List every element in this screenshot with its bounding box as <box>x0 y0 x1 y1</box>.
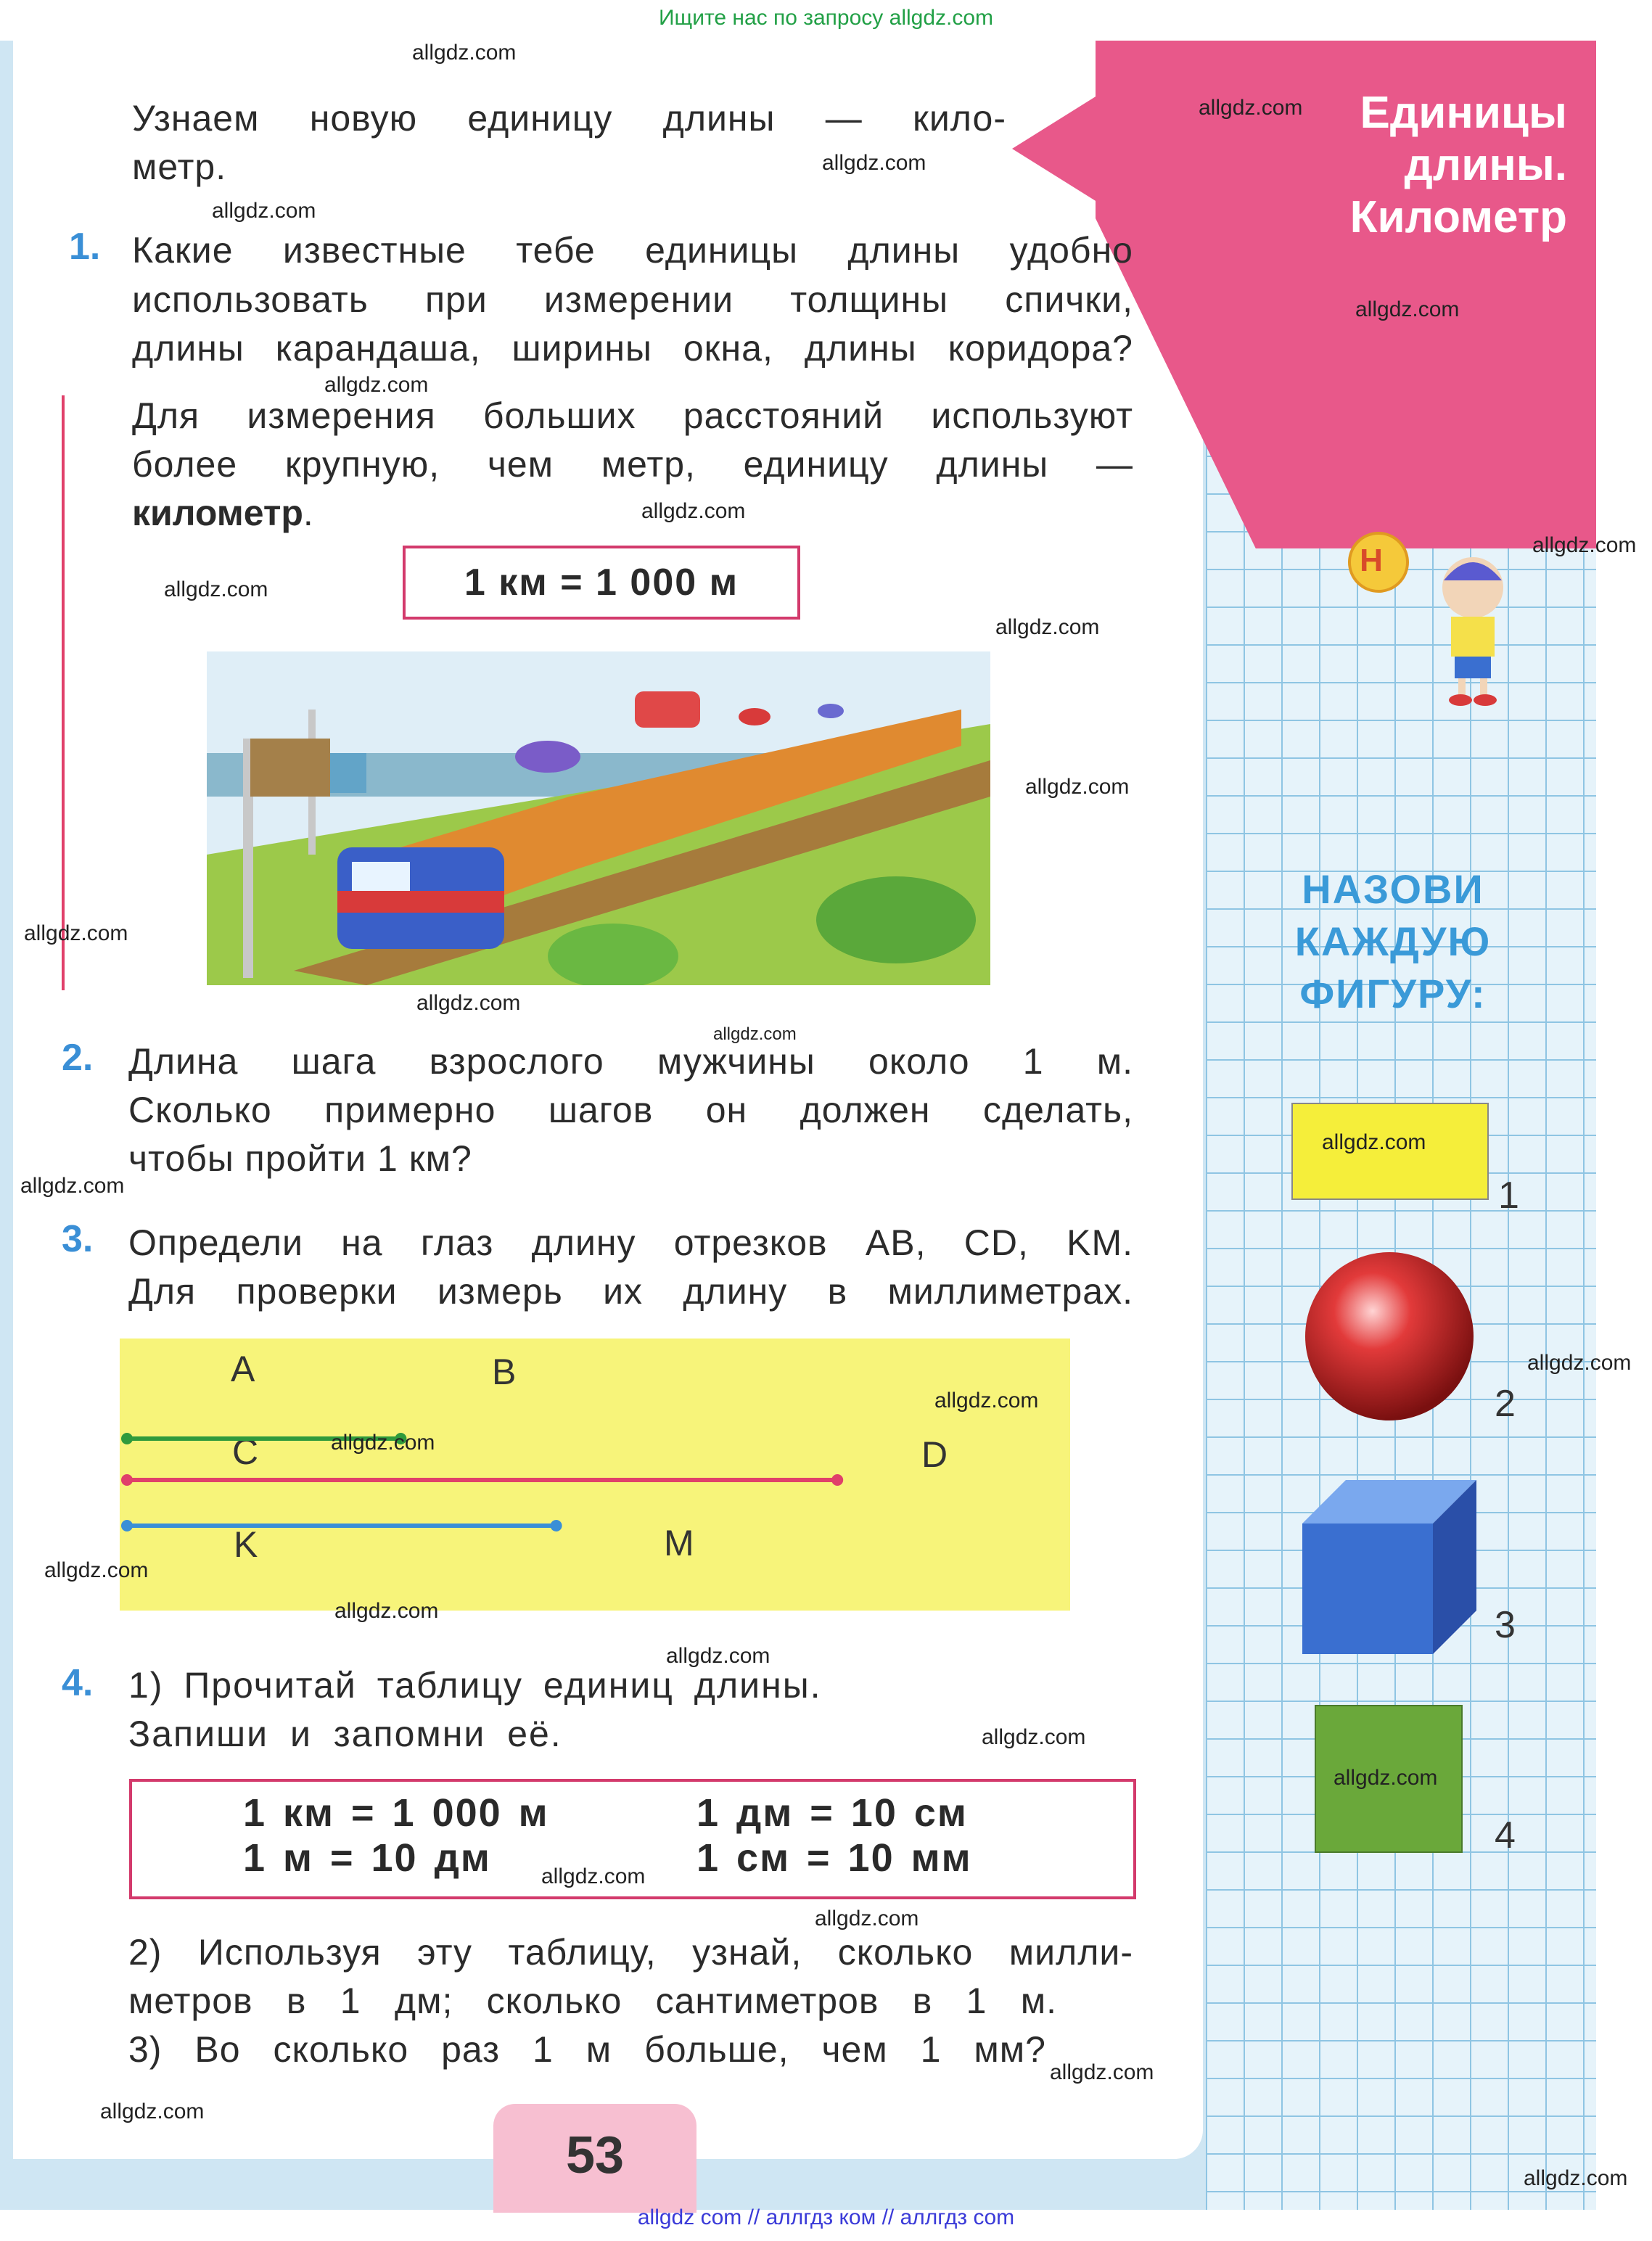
figure-label: 1 <box>1498 1175 1519 1217</box>
watermark[interactable]: allgdz.com <box>822 151 926 175</box>
character-shoe <box>1474 694 1497 706</box>
task4-q2-line-1: 2) Используя эту таблицу, узнай, сколько милли- <box>128 1932 1133 1973</box>
watermark[interactable]: allgdz.com <box>641 499 746 523</box>
watermark[interactable]: allgdz.com <box>100 2100 205 2123</box>
footer-links[interactable]: allgdz com // аллгдз ком // аллгдз com <box>637 2205 1015 2229</box>
locomotive-stripe <box>337 891 504 913</box>
locomotive-window <box>352 862 410 891</box>
point-m-label: M <box>664 1523 694 1563</box>
cube-front <box>1302 1524 1433 1654</box>
table-row: 1 см = 10 мм <box>696 1836 972 1880</box>
segments-drawing <box>120 1339 1070 1611</box>
watermark[interactable]: allgdz.com <box>44 1558 149 1582</box>
task2-line-2: Сколько примерно шагов он должен сделать, <box>128 1090 1133 1130</box>
figure-label: 4 <box>1495 1814 1516 1856</box>
hint-badge-letter: Н <box>1360 543 1383 578</box>
watermark[interactable]: allgdz.com <box>982 1725 1086 1749</box>
point-d-label: D <box>921 1434 948 1475</box>
truck-cab <box>330 753 366 793</box>
units-table-left <box>243 1790 549 1880</box>
table-row: 1 м = 10 дм <box>243 1836 491 1880</box>
watermark[interactable]: allgdz.com <box>1199 96 1303 120</box>
truck <box>250 739 330 797</box>
task1-line-1: Какие известные тебе единицы длины удобно <box>132 230 1133 271</box>
table-row: 1 км = 1 000 м <box>243 1791 549 1835</box>
period: . <box>303 493 313 533</box>
train-illustration <box>207 651 990 985</box>
watermark[interactable]: allgdz.com <box>20 1174 125 1198</box>
point-c-label: C <box>232 1431 259 1472</box>
top-banner[interactable]: Ищите нас по запросу allgdz.com <box>658 6 994 30</box>
watermark[interactable]: allgdz.com <box>324 373 429 397</box>
watermark[interactable]: allgdz.com <box>1524 2166 1628 2190</box>
page-number: 53 <box>565 2126 625 2184</box>
point-d <box>831 1474 843 1486</box>
figure-sphere <box>1302 1249 1476 1423</box>
watermark[interactable]: allgdz.com <box>934 1389 1039 1413</box>
task4-q3: 3) Во сколько раз 1 м больше, чем 1 мм? <box>128 2029 1046 2070</box>
watermark[interactable]: allgdz.com <box>541 1864 646 1888</box>
watermark[interactable]: allgdz.com <box>1355 297 1460 321</box>
page-title <box>1328 87 1567 244</box>
task2-line-3: чтобы пройти 1 км? <box>128 1138 472 1179</box>
title-line-3: Километр <box>1349 192 1567 242</box>
heading-line-3: ФИГУРУ: <box>1299 971 1487 1016</box>
watermark[interactable]: allgdz.com <box>1527 1351 1632 1375</box>
watermark[interactable]: allgdz.com <box>666 1644 770 1668</box>
task2-line-1: Длина шага взрослого мужчины около 1 м. <box>128 1041 1133 1082</box>
task1-para-2: более крупную, чем метр, единицу длины — <box>132 444 1133 485</box>
car <box>739 708 770 725</box>
watermark[interactable]: allgdz.com <box>995 615 1100 639</box>
watermark[interactable]: allgdz.com <box>334 1599 439 1623</box>
table-row: 1 дм = 10 см <box>696 1791 968 1835</box>
point-c <box>121 1474 133 1486</box>
watermark[interactable]: allgdz.com <box>1322 1130 1426 1154</box>
kilometer-word: километр <box>132 493 303 533</box>
watermark[interactable]: allgdz.com <box>1532 533 1637 557</box>
character-shoe <box>1449 694 1472 706</box>
point-b-label: B <box>492 1352 517 1392</box>
intro-line-1: Узнаем новую единицу длины — кило- <box>132 98 1006 139</box>
character-leg <box>1458 678 1466 696</box>
watermark[interactable]: allgdz.com <box>416 991 521 1015</box>
watermark[interactable]: allgdz.com <box>1025 775 1130 799</box>
task1-para-1: Для измерения больших расстояний используют <box>132 395 1133 436</box>
title-line-1: Единицы <box>1360 88 1567 138</box>
bush <box>816 876 976 963</box>
car <box>515 741 580 773</box>
character-leg <box>1480 678 1487 696</box>
watermark[interactable]: allgdz.com <box>815 1907 919 1930</box>
point-a <box>121 1433 133 1444</box>
figures-heading <box>1262 863 1524 1020</box>
figure-label: 3 <box>1495 1604 1516 1646</box>
heading-line-2: КАЖДУЮ <box>1294 918 1492 964</box>
task4-q2-line-2: метров в 1 дм; сколько сантиметров в 1 м. <box>128 1981 1057 2021</box>
figure-label: 2 <box>1495 1383 1516 1425</box>
watermark[interactable]: allgdz.com <box>24 921 128 945</box>
watermark[interactable]: allgdz.com <box>412 41 517 65</box>
units-table-right <box>696 1790 972 1880</box>
task3-number: 3. <box>62 1218 94 1260</box>
title-line-2: длины. <box>1404 140 1567 190</box>
margin-line <box>62 395 65 990</box>
task1-number: 1. <box>69 226 101 268</box>
task4-number: 4. <box>62 1662 94 1704</box>
task1-para-3 <box>132 489 313 538</box>
character-shirt <box>1451 617 1495 657</box>
point-a-label: A <box>231 1349 255 1389</box>
intro-line-2: метр. <box>132 147 227 187</box>
task1-line-2: использовать при измерении толщины спички, <box>132 279 1133 320</box>
point-k-label: K <box>234 1524 258 1565</box>
task4-line-2: Запиши и запомни её. <box>128 1714 562 1754</box>
watermark[interactable]: allgdz.com <box>1333 1766 1438 1790</box>
point-m <box>551 1520 562 1531</box>
watermark[interactable]: allgdz.com <box>164 577 268 601</box>
bus <box>635 691 700 728</box>
car <box>818 704 844 718</box>
km-formula-box: 1 км = 1 000 м <box>403 546 800 620</box>
task3-line-1: Определи на глаз длину отрезков AB, CD, KM. <box>128 1222 1133 1263</box>
watermark[interactable]: allgdz.com <box>1050 2060 1154 2084</box>
task3-line-2: Для проверки измерь их длину в миллиметрах. <box>128 1271 1133 1312</box>
watermark[interactable]: allgdz.com <box>212 199 316 223</box>
heading-line-1: НАЗОВИ <box>1302 866 1484 912</box>
character-shorts <box>1455 657 1491 678</box>
figure-cube <box>1302 1480 1476 1654</box>
task1-line-3: длины карандаша, ширины окна, длины коридора? <box>132 328 1133 369</box>
sphere-shape <box>1305 1252 1474 1420</box>
watermark[interactable]: allgdz.com <box>331 1431 435 1455</box>
point-k <box>121 1520 133 1531</box>
task4-line-1: 1) Прочитай таблицу единиц длины. <box>128 1665 822 1706</box>
task2-number: 2. <box>62 1037 94 1079</box>
watermark[interactable]: allgdz.com <box>713 1024 797 1044</box>
